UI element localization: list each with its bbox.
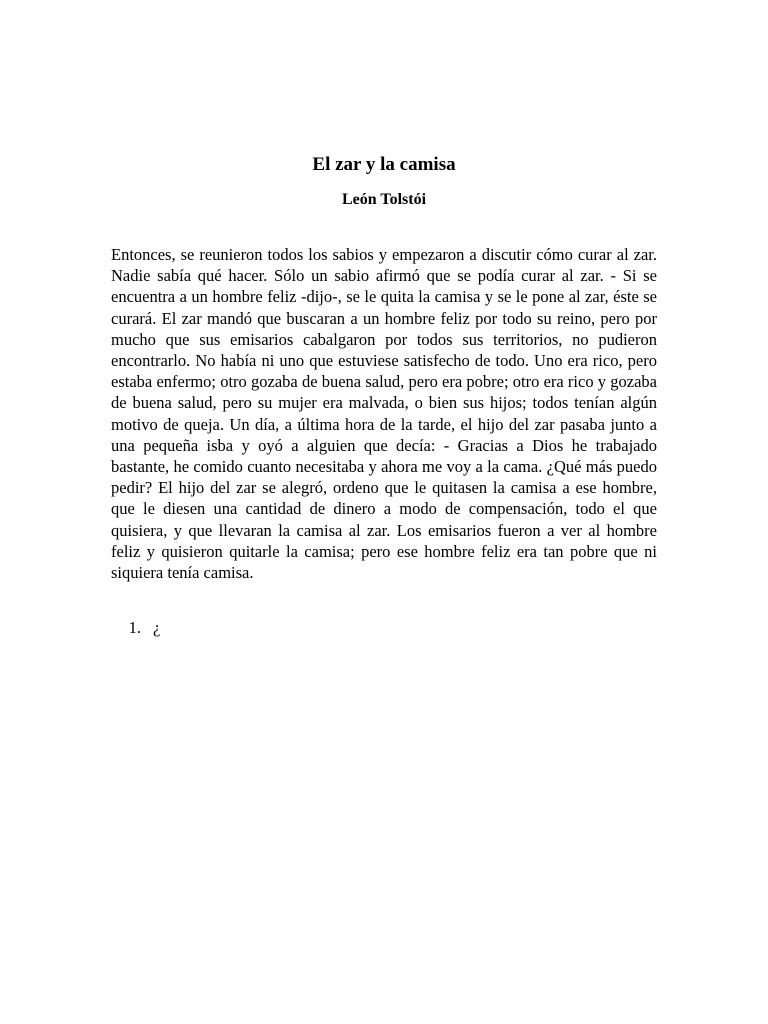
document-title: El zar y la camisa <box>312 154 456 175</box>
document-author: León Tolstói <box>341 191 427 208</box>
numbered-list <box>111 617 657 638</box>
list-item-text: ¿ <box>153 618 161 637</box>
body-paragraph: Entonces, se reunieron todos los sabios y empezaron a discutir cómo curar al zar. Nadie sabía qué hacer. Sólo un sabio afirmó que se podía curar al zar. - Si se encuentra a un hombre feliz -dijo-, se le quita la camisa y se le pone al zar, éste se curará. El zar mandó que buscaran a un hombre feliz por todo su reino, pero por mucho que sus emisarios cabalgaron por todos sus territorios, no pudieron encontrarlo. No había ni uno que estuviese satisfecho de todo. Uno era rico, pero estaba enfermo; otro gozaba de buena salud, pero era pobre; otro era rico y gozaba de buena salud, pero su mujer era malvada, o bien sus hijos; todos tenían algún motivo de queja. Un día, a última hora de la tarde, el hijo del zar pasaba junto a una pequeña isba y oyó a alguien que decía: - Gracias a Dios he trabajado bastante, he comido cuanto necesitaba y ahora me voy a la cama. ¿Qué más puedo pedir? El hijo del zar se alegró, ordeno que le quitasen la camisa a ese hombre, que le diesen una cantidad de dinero a modo de compensación, todo el que quisiera, y que llevaran la camisa al zar. Los emisarios fueron a ver al hombre feliz y quisieron quitarle la camisa; pero ese hombre feliz era tan pobre que ni siquiera tenía camisa. <box>111 245 657 583</box>
list-item-number: 1. <box>128 618 141 637</box>
list-item <box>111 617 657 638</box>
